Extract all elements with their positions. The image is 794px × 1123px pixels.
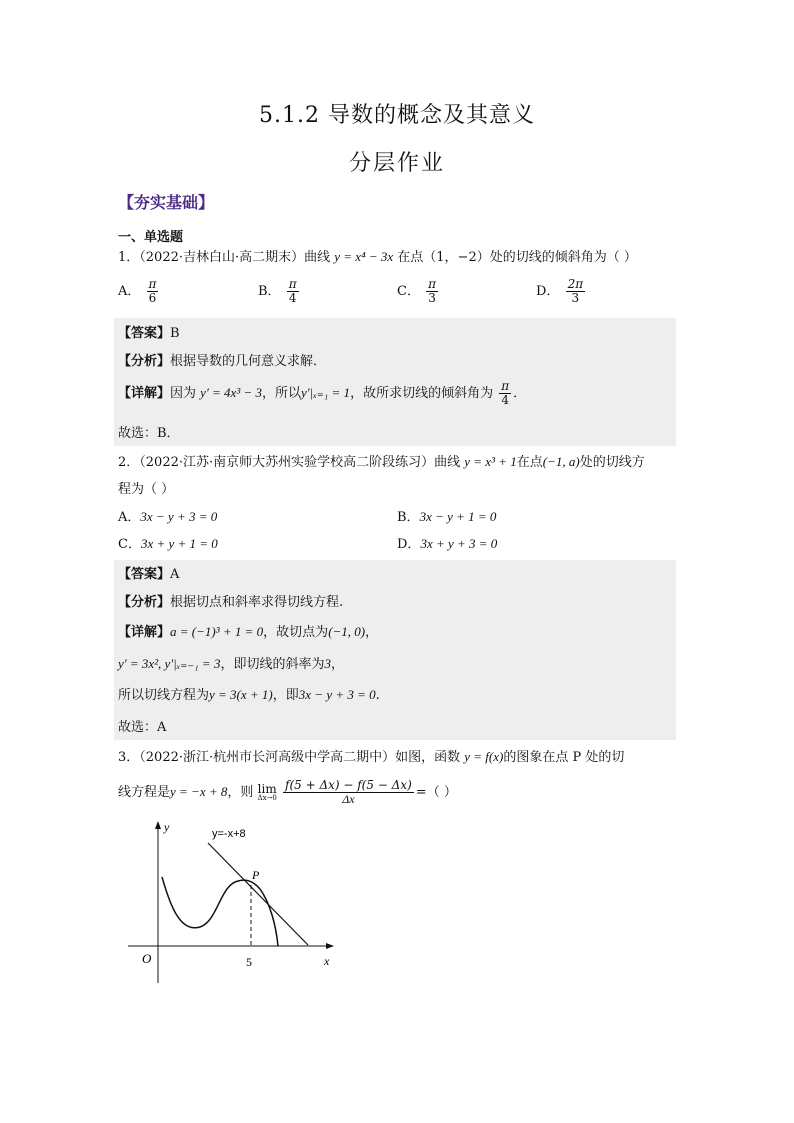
q2-conclusion: 故选：A — [118, 720, 167, 735]
q1-answer — [118, 322, 180, 341]
q2-solution-box — [114, 560, 676, 740]
detail-formula: y′|ₓ₌₁ = 1 — [301, 385, 351, 401]
analysis-text: 根据导数的几何意义求解． — [170, 354, 327, 369]
q2-option-d — [397, 533, 497, 552]
analysis-tag: 【分析】 — [118, 354, 171, 369]
stem-formula: y = f(x) — [464, 749, 504, 764]
q2-analysis — [118, 591, 343, 610]
frac-num: π — [148, 277, 157, 291]
frac-den: 6 — [148, 291, 157, 306]
stem-text: 3．（2022·浙江·杭州市长河高级中学高二期中）如图，函数 — [118, 750, 461, 765]
question-1-suffix: 在点（1，−2）处的切线的倾斜角为（ ） — [397, 250, 637, 265]
q2-detail-3 — [118, 684, 380, 703]
tangent-label: y=-x+8 — [212, 828, 246, 840]
question-2-stem-line1 — [118, 451, 645, 470]
detail-text: ，即切线的斜率为 — [220, 657, 325, 672]
question-2-stem-line2: 程为（ ） — [118, 482, 175, 497]
lim-sub: Δx→0 — [257, 794, 277, 803]
frac-num: f(5 + Δx) − f(5 − Δx) — [285, 778, 412, 792]
stem-text: 的图象在点 P 处的切 — [503, 750, 625, 765]
option-text: 3x + y + 3 = 0 — [420, 536, 498, 551]
detail-formula: a = (−1)³ + 1 = 0 — [170, 624, 264, 639]
stem-formula: y = x³ + 1 — [464, 454, 517, 469]
detail-formula: y′ = 3x², y′|ₓ₌₋₁ = 3 — [118, 656, 221, 671]
answer-tag: 【答案】 — [118, 326, 171, 341]
stem-text: 在点 — [516, 455, 543, 470]
frac-den: Δx — [342, 792, 355, 807]
frac-den: 4 — [501, 393, 509, 408]
frac-num: π — [501, 379, 510, 393]
detail-text: ． — [513, 386, 527, 402]
analysis-tag: 【分析】 — [118, 595, 171, 610]
x-tick-label: 5 — [246, 955, 252, 969]
detail-formula: y = 3(x + 1) — [209, 687, 273, 702]
question-3-stem-line2 — [118, 779, 457, 806]
stem-text: 线方程是 — [118, 785, 171, 801]
limit-symbol — [258, 783, 277, 802]
question-1-formula: y = x⁴ − 3x — [334, 249, 394, 264]
frac-den: 3 — [428, 291, 436, 306]
y-axis-arrow — [155, 821, 161, 829]
option-label: A． — [118, 284, 141, 300]
stem-formula: y = −x + 8 — [170, 784, 228, 800]
detail-text: 所以切线方程为 — [118, 688, 210, 703]
detail-text: ，故所求切线的倾斜角为 — [350, 386, 494, 402]
stem-text: =（ ） — [415, 785, 457, 801]
detail-tag: 【详解】 — [118, 386, 171, 402]
stem-text: 2．（2022·江苏·南京师大苏州实验学校高二阶段练习）曲线 — [118, 455, 461, 470]
stem-text: ，则 — [227, 785, 254, 801]
stem-text: 处的切线方 — [579, 455, 645, 470]
y-axis-label: y — [164, 820, 170, 834]
point-p-label: P — [252, 868, 260, 882]
section-heading: 【夯实基础】 — [118, 193, 215, 212]
option-label: C． — [118, 537, 141, 552]
detail-text: ， — [330, 657, 344, 672]
answer-value: A — [170, 567, 180, 582]
detail-text: ，故切点为 — [263, 625, 329, 640]
page-subtitle: 分层作业 — [348, 151, 445, 176]
origin-label: O — [142, 951, 152, 966]
analysis-text: 根据切点和斜率求得切线方程. — [170, 595, 344, 610]
lim-label: lim — [257, 782, 277, 797]
option-text: 3x + y + 1 = 0 — [140, 536, 218, 551]
q1-option-b — [258, 278, 301, 305]
q1-option-d — [536, 278, 587, 305]
frac-num: 2π — [567, 277, 584, 291]
q1-conclusion: 故选：B． — [118, 426, 180, 441]
q2-option-c — [118, 533, 218, 552]
q2-option-b — [397, 506, 496, 525]
detail-formula: 3x − y + 3 = 0 — [298, 687, 376, 702]
q2-answer — [118, 563, 179, 582]
option-label: C． — [397, 284, 420, 300]
q2-detail-1 — [118, 621, 378, 640]
frac-den: 3 — [571, 291, 580, 306]
question-1-stem — [118, 246, 637, 265]
detail-formula: (−1, 0) — [328, 624, 366, 639]
q2-option-a — [118, 506, 217, 525]
option-text: 3x − y + 1 = 0 — [419, 509, 497, 524]
x-axis-arrow — [326, 943, 334, 949]
fraction — [499, 380, 511, 407]
detail-text: ，所以 — [262, 386, 302, 402]
answer-tag: 【答案】 — [118, 567, 171, 582]
question-3-stem-line1 — [118, 746, 624, 765]
x-axis-label: x — [324, 954, 330, 968]
function-graph — [120, 815, 350, 985]
option-text: 3x − y + 3 = 0 — [140, 509, 218, 524]
detail-text: 因为 — [170, 386, 197, 402]
q1-detail — [118, 380, 526, 407]
frac-num: π — [288, 277, 297, 291]
fraction — [147, 278, 159, 305]
q2-detail-2 — [118, 653, 344, 672]
function-curve — [162, 877, 278, 946]
stem-point: (−1, a) — [542, 454, 580, 469]
option-label: B． — [397, 510, 420, 525]
option-label: D． — [536, 284, 560, 300]
detail-text: ， — [365, 625, 379, 640]
page-title: 5.1.2 导数的概念及其意义 — [259, 103, 535, 128]
detail-text: ，即 — [272, 688, 299, 703]
fraction — [426, 278, 438, 305]
option-label: D． — [397, 537, 421, 552]
q1-option-c — [397, 278, 440, 305]
fraction — [566, 278, 586, 305]
question-1-prefix: 1．（2022·吉林白山·高二期末）曲线 — [118, 250, 331, 265]
frac-num: π — [428, 277, 436, 291]
subsection-heading: 一、单选题 — [118, 230, 184, 245]
detail-tag: 【详解】 — [118, 625, 171, 640]
frac-den: 4 — [288, 291, 297, 306]
detail-value: 3 — [324, 656, 331, 671]
option-label: A． — [118, 510, 141, 525]
detail-formula: y′ = 4x³ − 3 — [200, 385, 262, 401]
answer-value: B — [170, 326, 180, 341]
q1-option-a — [118, 278, 160, 305]
fraction — [287, 278, 299, 305]
detail-text: . — [375, 688, 380, 703]
fraction — [283, 779, 414, 806]
q1-analysis — [118, 350, 326, 369]
option-label: B． — [258, 284, 281, 300]
